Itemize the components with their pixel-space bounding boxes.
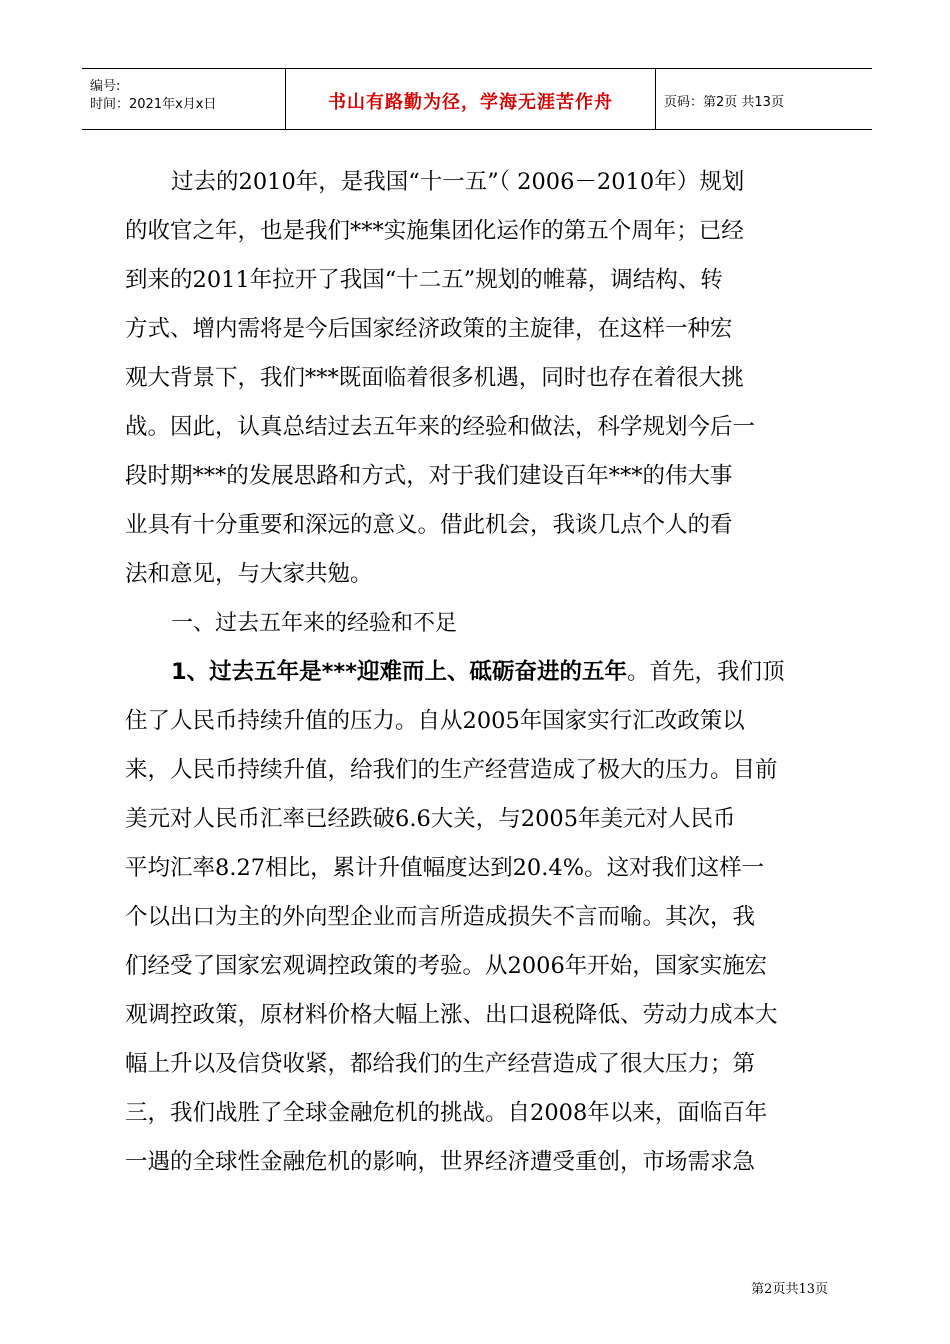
page-footer: 第2页共13页 — [751, 1282, 828, 1297]
body-line: 段时期***的发展思路和方式，对于我们建设百年***的伟大事 — [125, 463, 733, 489]
header-page-cell — [656, 69, 872, 129]
page-header — [82, 68, 872, 130]
header-motto-cell — [286, 69, 656, 129]
body-line: 来，人民币持续升值，给我们的生产经营造成了极大的压力。目前 — [125, 757, 778, 783]
body-line: 的收官之年，也是我们***实施集团化运作的第五个周年；已经 — [125, 218, 744, 244]
document-body — [125, 158, 829, 1187]
body-line: 方式、增内需将是今后国家经济政策的主旋律，在这样一种宏 — [125, 316, 733, 342]
body-line: 美元对人民币汇率已经跌破6.6大关，与2005年美元对人民币 — [125, 806, 736, 832]
body-line: 过去的2010年，是我国“十一五”（ 2006－2010年）规划 — [171, 169, 745, 195]
body-line: 们经受了国家宏观调控政策的考验。从2006年开始，国家实施宏 — [125, 953, 768, 979]
section-heading: 一、过去五年来的经验和不足 — [171, 611, 458, 636]
body-line: 法和意见，与大家共勉。 — [125, 561, 373, 587]
header-page-code: 页码：第2页 共13页 — [664, 95, 784, 110]
body-line: 平均汇率8.27相比，累计升值幅度达到20.4%。这对我们这样一 — [125, 855, 765, 881]
subsection-line — [125, 648, 829, 697]
document-date-label: 时间：2021年x月x日 — [90, 97, 217, 112]
subsection-title: 1、过去五年是***迎难而上、砥砺奋进的五年 — [171, 659, 627, 685]
body-line: 幅上升以及信贷收紧，都给我们的生产经营造成了很大压力；第 — [125, 1051, 756, 1077]
body-line: 观大背景下，我们***既面临着很多机遇，同时也存在着很大挑 — [125, 365, 744, 391]
body-line: 战。因此，认真总结过去五年来的经验和做法，科学规划今后一 — [125, 414, 756, 440]
body-line: 住了人民币持续升值的压力。自从2005年国家实行汇改政策以 — [125, 708, 745, 734]
header-meta-cell — [82, 69, 286, 129]
header-motto: 书山有路勤为径，学海无涯苦作舟 — [328, 92, 613, 113]
body-line: 三，我们战胜了全球金融危机的挑战。自2008年以来，面临百年 — [125, 1100, 768, 1126]
body-line: 一遇的全球性金融危机的影响，世界经济遭受重创，市场需求急 — [125, 1149, 756, 1175]
body-line: 观调控政策，原材料价格大幅上涨、出口退税降低、劳动力成本大 — [125, 1002, 778, 1028]
document-number-label: 编号: — [90, 79, 121, 94]
body-line: 业具有十分重要和深远的意义。借此机会，我谈几点个人的看 — [125, 512, 733, 538]
body-line: 到来的2011年拉开了我国“十二五”规划的帷幕，调结构、转 — [125, 267, 723, 293]
body-line: 个以出口为主的外向型企业而言所造成损失不言而喻。其次，我 — [125, 904, 756, 930]
subsection-text: 。首先，我们顶 — [626, 659, 785, 685]
